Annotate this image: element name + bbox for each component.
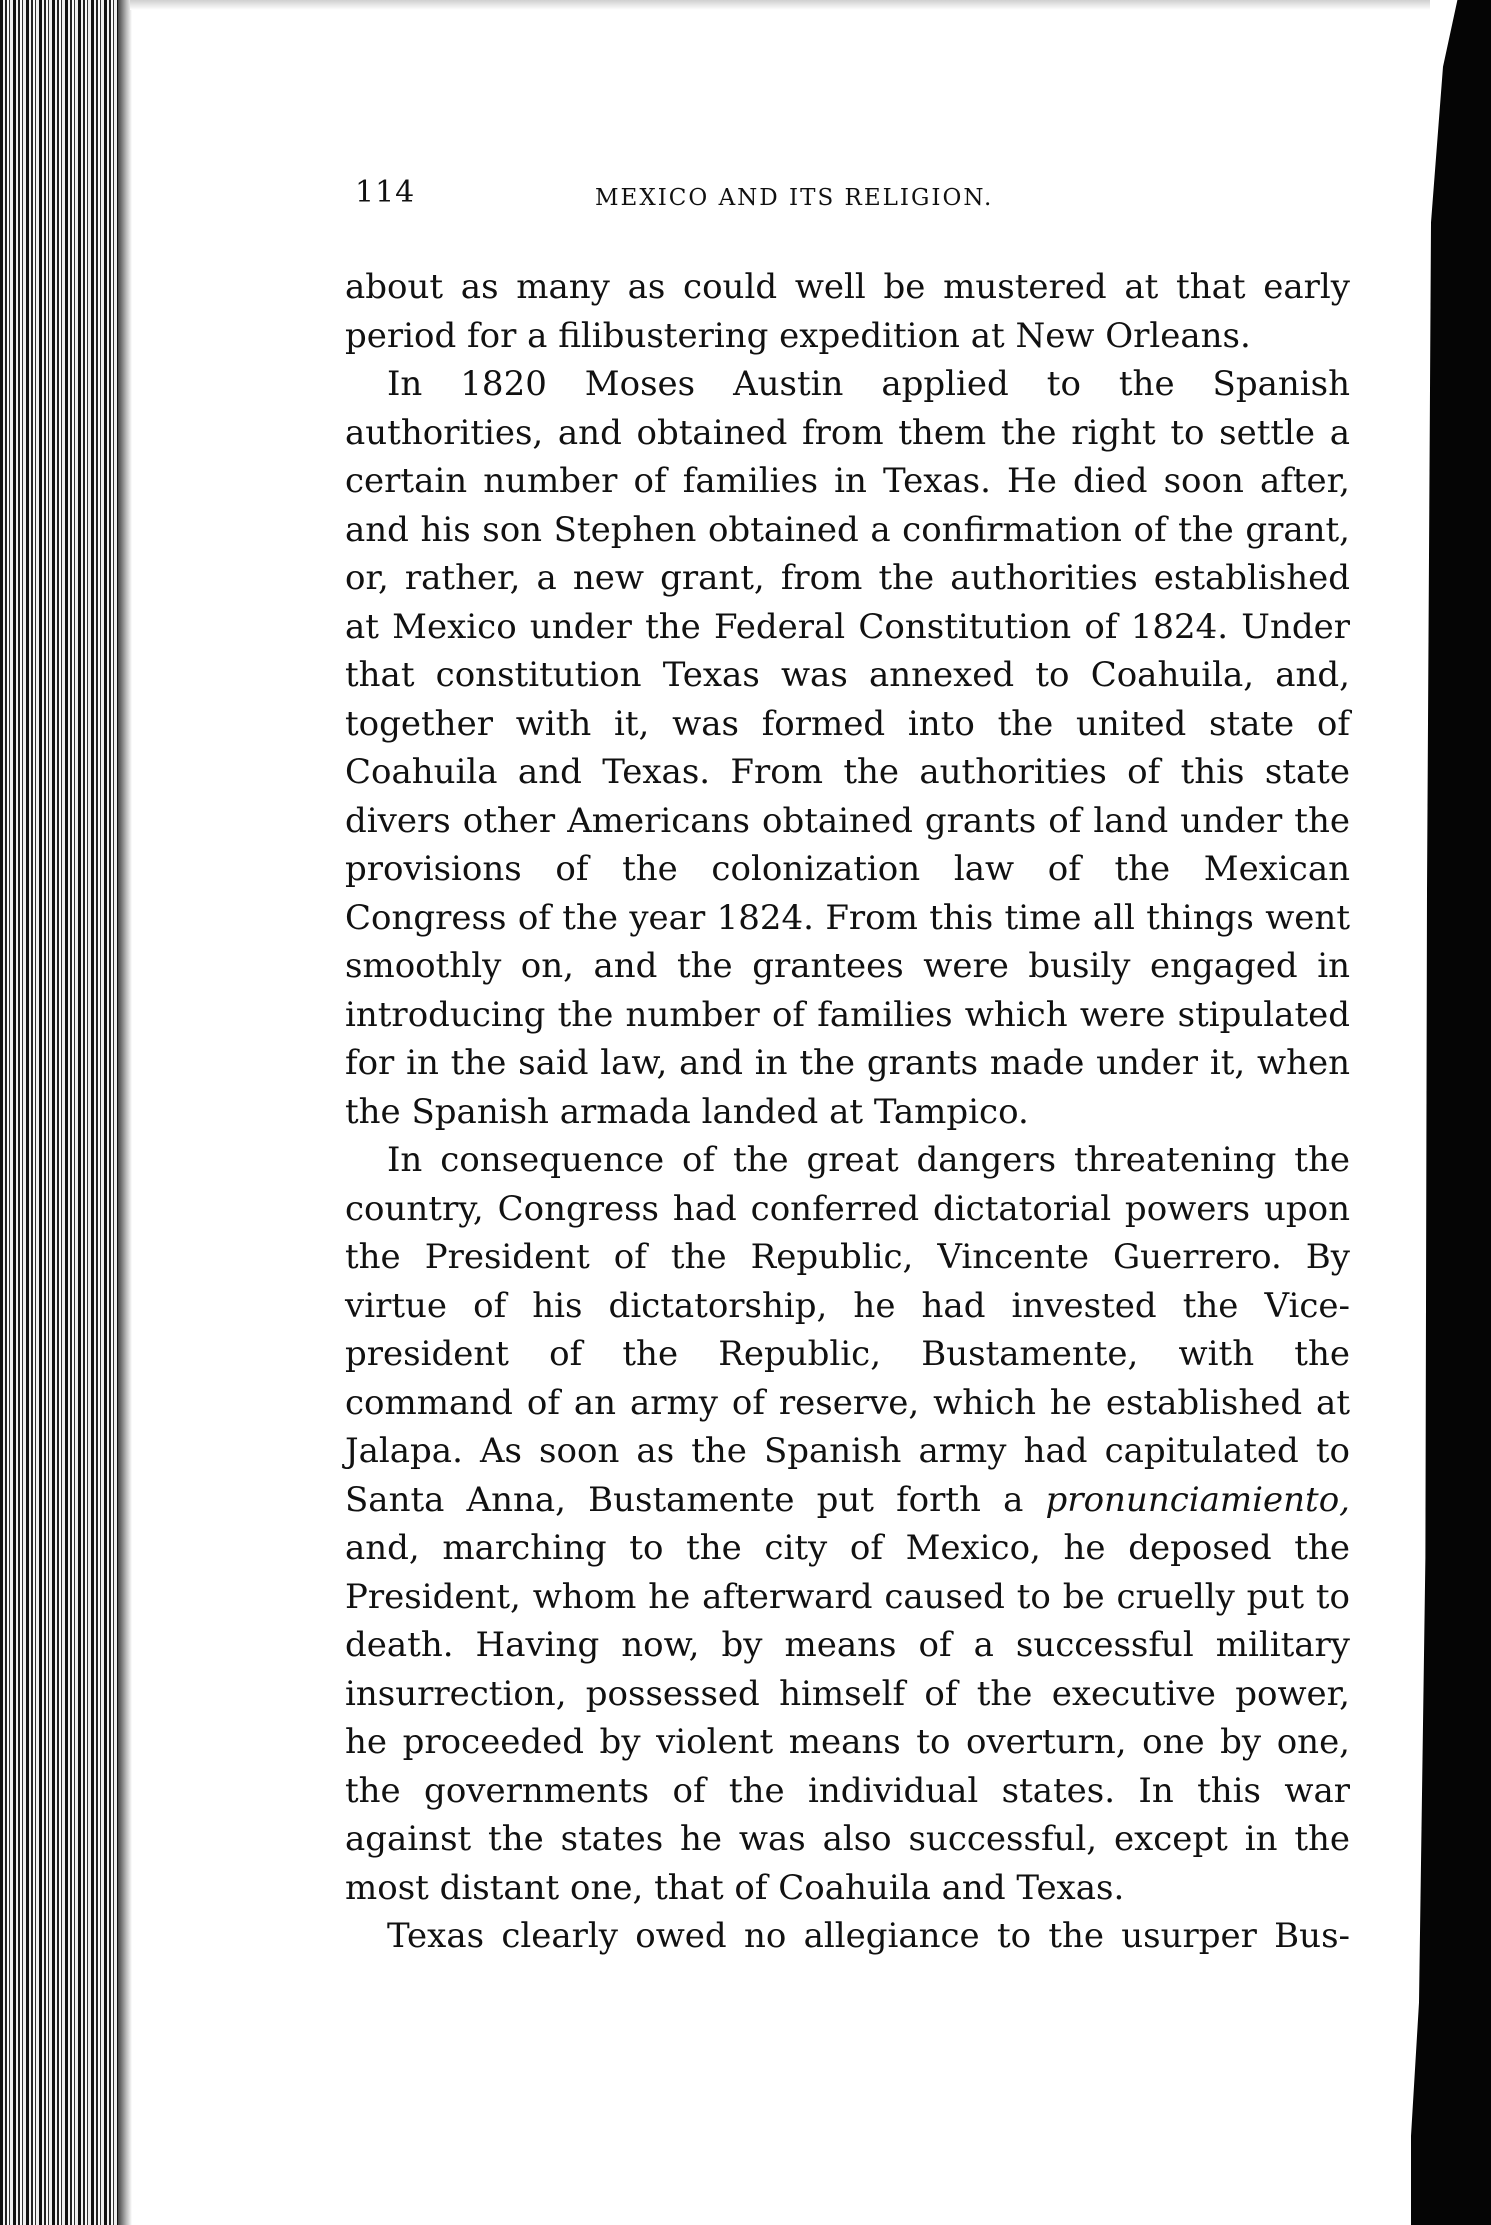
paragraph-4-text: Texas clearly owed no allegiance to the usurper Bus- <box>387 1916 1350 1956</box>
paragraph-1 <box>345 263 1350 360</box>
paragraph-3-text-start: In consequence of the great dangers threatening the country, Congress had conferred dictatorial powers upon the President of the Republic, Vincente Guerrero. By virtue of his dictatorship, he had invested the Vice-president of the Republic, Bustamente, with the command of an army of reserve, which he established at Jalapa. As soon as the Spanish army had capitulated to Santa Anna, Bustamente put forth a <box>345 1140 1350 1520</box>
paragraph-3-text-end: and, marching to the city of Mexico, he deposed the President, whom he afterward caused to be cruelly put to death. Having now, by means of a successful military insurrection, possessed himself of the executive power, he proceeded by violent means to overturn, one by one, the governments of the individual states. In this war against the states he was also successful, except in the most distant one, that of Coahuila and Texas. <box>345 1528 1350 1908</box>
paragraph-2-text: In 1820 Moses Austin applied to the Spanish authorities, and obtained from them the right to settle a certain number of families in Texas. He died soon after, and his son Stephen obtained a confirmation of the grant, or, rather, a new grant, from the authorities established at Mexico under the Federal Constitution of 1824. Under that constitution Texas was annexed to Coahuila, and, together with it, was formed into the united state of Coahuila and Texas. From the authorities of this state divers other Americans obtained grants of land under the provisions of the colonization law of the Mexican Congress of the year 1824. From this time all things went smoothly on, and the grantees were busily engaged in introducing the number of families which were stipulated for in the said law, and in the grants made under it, when the Spanish armada landed at Tampico. <box>345 364 1350 1132</box>
paragraph-3 <box>345 1136 1350 1912</box>
spine-shadow <box>118 0 132 2225</box>
paragraph-3-italic-term: pronunciamiento, <box>1045 1479 1350 1520</box>
book-page <box>345 175 1350 1961</box>
paragraph-1-text: about as many as could well be mustered at that early period for a filibustering expedition at New Orleans. <box>345 267 1350 356</box>
page-number: 114 <box>355 175 416 210</box>
running-title: MEXICO AND ITS RELIGION. <box>595 185 994 211</box>
running-head <box>345 175 1350 225</box>
paragraph-2 <box>345 360 1350 1136</box>
paragraph-4 <box>345 1912 1350 1961</box>
page-top-edge <box>130 0 1430 10</box>
body-text <box>345 263 1350 1961</box>
page-right-edge <box>1411 0 1491 2225</box>
book-spine <box>0 0 130 2225</box>
